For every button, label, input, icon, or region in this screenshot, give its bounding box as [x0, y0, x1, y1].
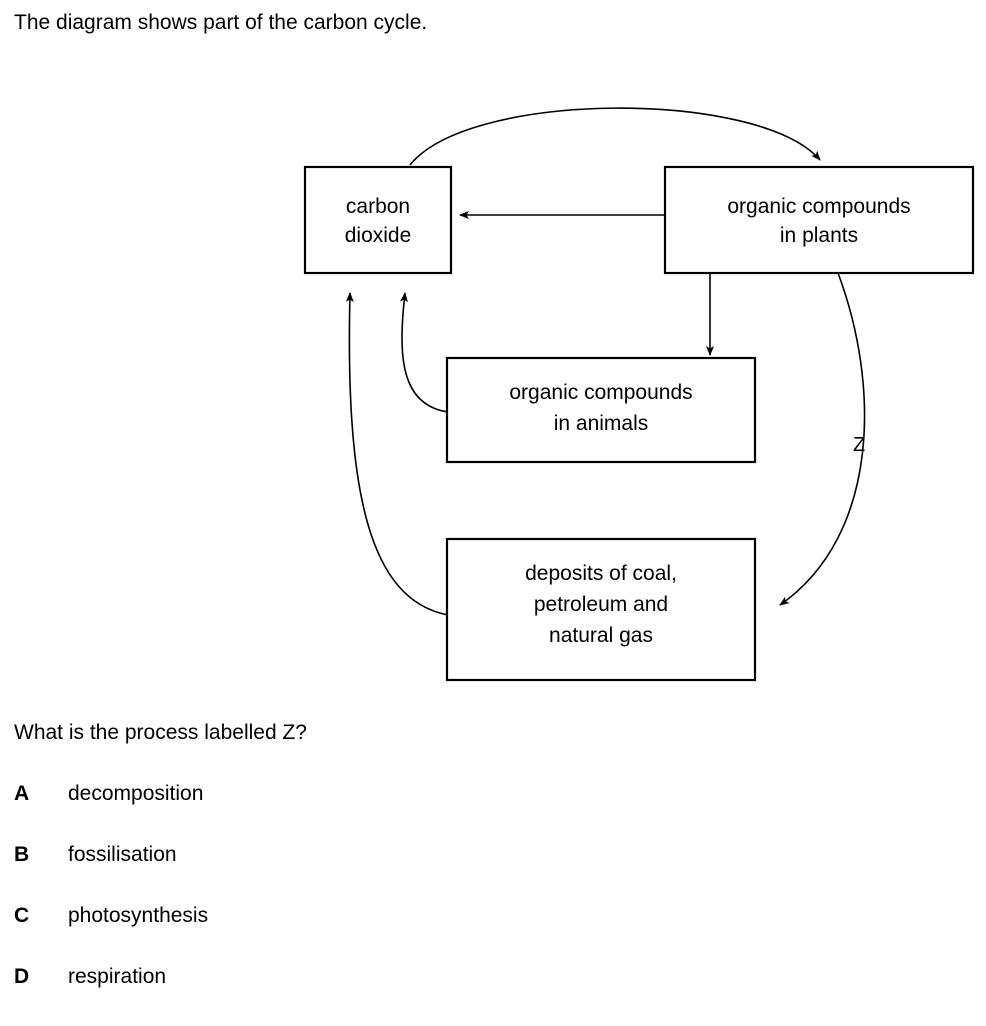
option-b-text: fossilisation — [68, 843, 177, 866]
box-carbon-dioxide — [305, 167, 451, 273]
box-deposits-line-3: natural gas — [549, 624, 653, 647]
box-organic-compounds-in-plants — [665, 167, 973, 273]
option-b-letter: B — [14, 843, 30, 866]
box-carbon-dioxide-line-2: dioxide — [344, 224, 412, 247]
option-b[interactable] — [14, 843, 914, 904]
label-process-z: Z — [853, 434, 866, 456]
box-animals-line-1: organic compounds — [509, 381, 693, 404]
option-d-text: respiration — [68, 965, 167, 988]
answer-options — [14, 782, 914, 1026]
option-c-text: photosynthesis — [68, 904, 209, 927]
box-plants-line-1: organic compounds — [727, 195, 911, 218]
box-carbon-dioxide-line-1: carbon — [345, 195, 411, 218]
option-a-text: decomposition — [68, 782, 204, 805]
question-prompt: What is the process labelled Z? — [14, 721, 307, 744]
arrow-combustion — [349, 293, 448, 615]
arrow-animal-respiration — [402, 293, 448, 412]
box-organic-compounds-in-animals — [447, 358, 755, 462]
option-c-letter: C — [14, 904, 30, 927]
option-a[interactable] — [14, 782, 914, 843]
question-stem: The diagram shows part of the carbon cycle. — [14, 11, 428, 34]
option-c[interactable] — [14, 904, 914, 965]
option-d[interactable] — [14, 965, 914, 1026]
arrow-process-z — [780, 273, 865, 605]
box-deposits-line-2: petroleum and — [533, 593, 669, 616]
option-a-letter: A — [14, 782, 30, 805]
arrow-photosynthesis — [410, 108, 820, 165]
box-plants-line-2: in plants — [779, 224, 859, 247]
carbon-cycle-diagram — [0, 55, 986, 695]
box-deposits-line-1: deposits of coal, — [525, 562, 677, 585]
option-d-letter: D — [14, 965, 30, 988]
box-animals-line-2: in animals — [553, 412, 649, 435]
